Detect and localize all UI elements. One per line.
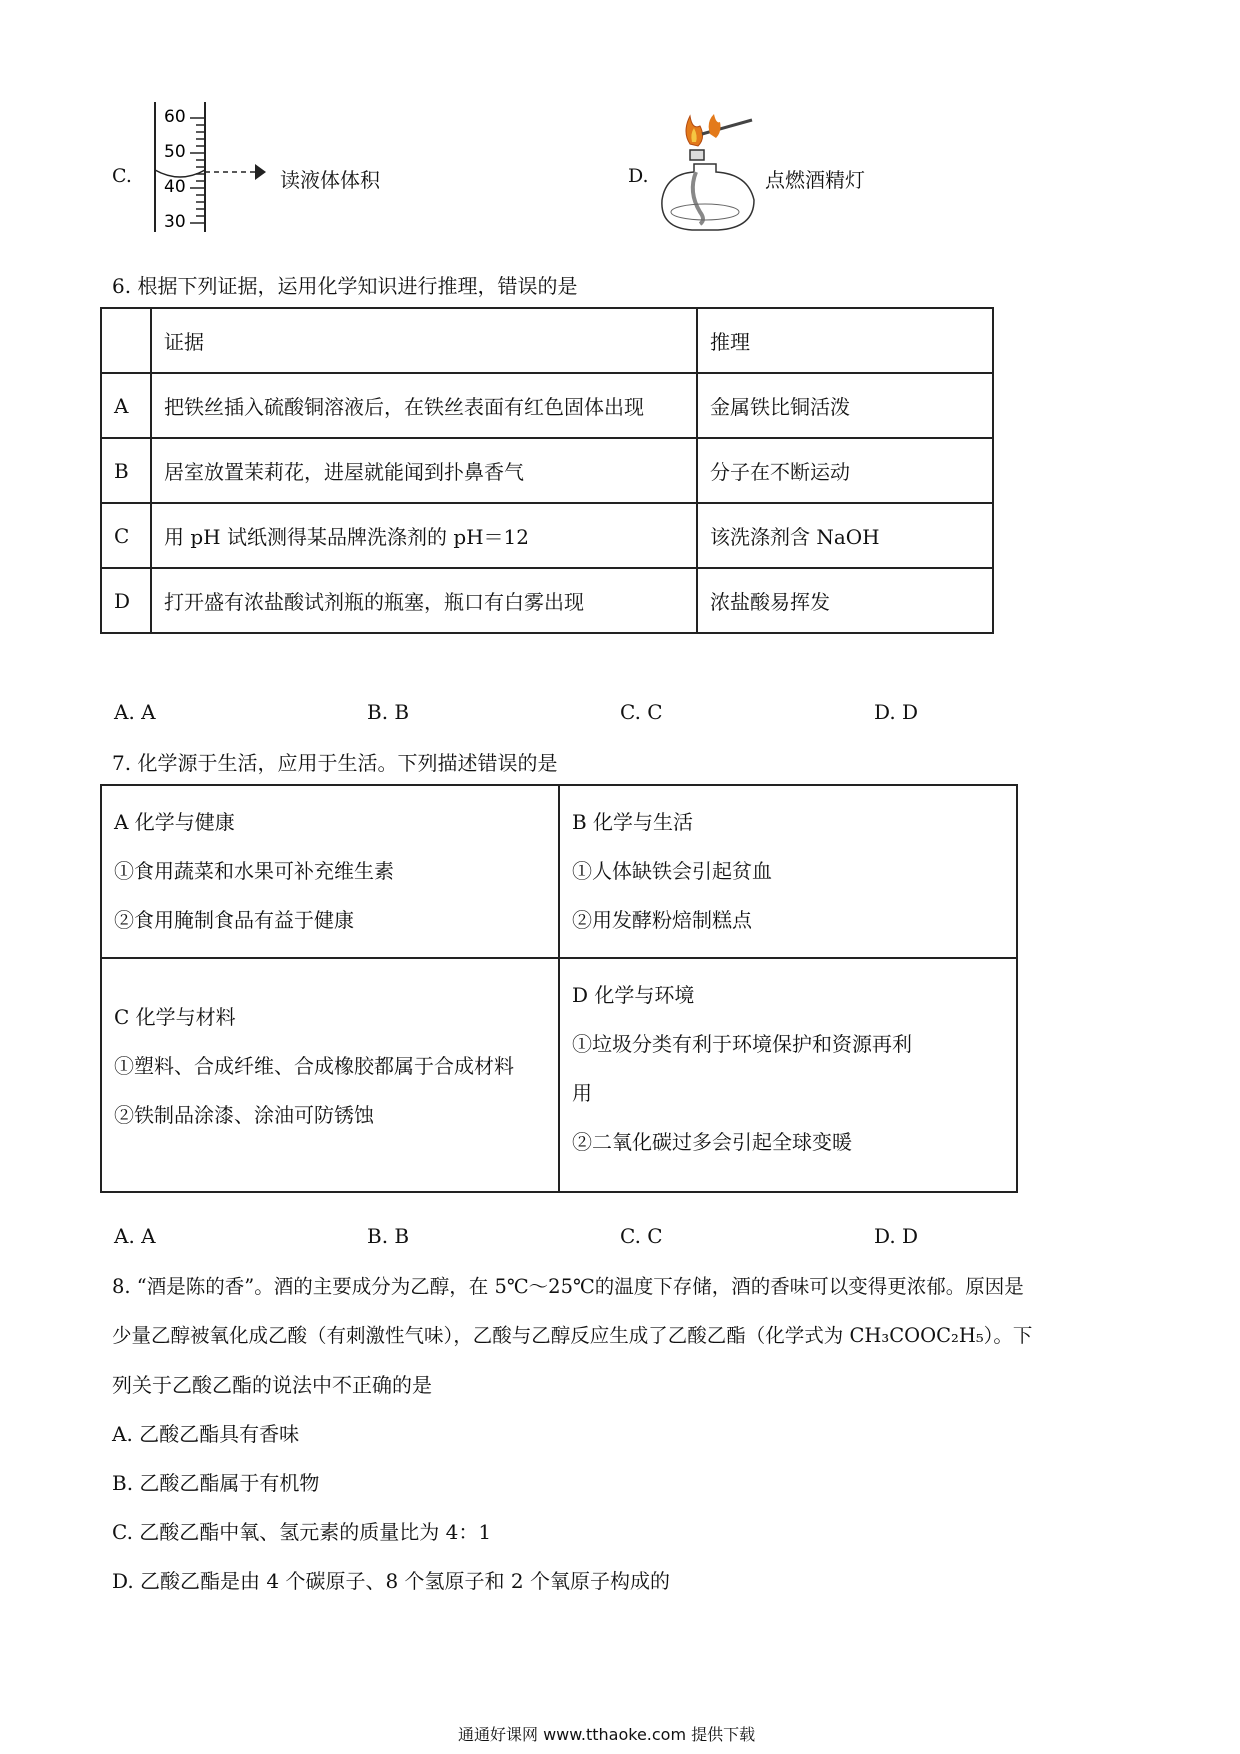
page-footer: 通通好课网 www.tthaoke.com 提供下载 xyxy=(458,1725,756,1744)
table-header-inference: 推理 xyxy=(697,308,993,373)
q8-option-d: D. 乙酸乙酯是由 4 个碳原子、8 个氢原子和 2 个氧原子构成的 xyxy=(112,1569,670,1593)
q6-choice-d: D. D xyxy=(874,700,919,724)
row-inference: 分子在不断运动 xyxy=(697,438,993,503)
row-label: B xyxy=(101,438,151,503)
q7-cell-c xyxy=(101,958,559,1192)
cell-line: ①垃圾分类有利于环境保护和资源再利 xyxy=(572,1032,912,1056)
table-header-evidence: 证据 xyxy=(151,308,697,373)
q6-choice-b: B. B xyxy=(367,700,410,724)
table-row xyxy=(101,785,1017,958)
cell-line: ②食用腌制食品有益于健康 xyxy=(114,908,354,932)
q7-table xyxy=(100,784,1018,1193)
table-row xyxy=(101,503,993,568)
q7-stem: 7. 化学源于生活，应用于生活。下列描述错误的是 xyxy=(112,751,558,775)
q8-stem-line1: 8. “酒是陈的香”。酒的主要成分为乙醇，在 5℃～25℃的温度下存储，酒的香味可以变得更浓郁。原因是 xyxy=(112,1275,1024,1298)
table-cell xyxy=(101,308,151,373)
table-row xyxy=(101,568,993,633)
q6-choice-c: C. C xyxy=(620,700,663,724)
cell-title: C 化学与材料 xyxy=(114,1005,236,1029)
cell-title: D 化学与环境 xyxy=(572,983,695,1007)
q8-stem-line2: 少量乙醇被氧化成乙酸（有刺激性气味），乙酸与乙醇反应生成了乙酸乙酯（化学式为 CH₃COOC₂H₅）。下 xyxy=(112,1324,1033,1347)
q8-option-c: C. 乙酸乙酯中氧、氢元素的质量比为 4：1 xyxy=(112,1520,492,1544)
table-row xyxy=(101,958,1017,1192)
scale-label-40: 40 xyxy=(164,177,186,197)
cell-title: B 化学与生活 xyxy=(572,810,694,834)
q6-table xyxy=(100,307,994,634)
q7-choice-c: C. C xyxy=(620,1224,663,1248)
q7-choice-b: B. B xyxy=(367,1224,410,1248)
cell-line: 用 xyxy=(572,1081,592,1105)
row-label: D xyxy=(101,568,151,633)
option-d-letter: D. xyxy=(628,165,649,187)
q7-cell-a xyxy=(101,785,559,958)
option-c-caption: 读液体体积 xyxy=(280,168,380,192)
q6-choice-a: A. A xyxy=(114,700,156,724)
scale-label-30: 30 xyxy=(164,212,186,232)
q6-stem: 6. 根据下列证据，运用化学知识进行推理，错误的是 xyxy=(112,274,578,298)
cell-line: ①塑料、合成纤维、合成橡胶都属于合成材料 xyxy=(114,1054,514,1078)
row-label: A xyxy=(101,373,151,438)
cell-line: ①食用蔬菜和水果可补充维生素 xyxy=(114,859,394,883)
alcohol-lamp-figure xyxy=(660,112,760,242)
row-inference: 金属铁比铜活泼 xyxy=(697,373,993,438)
option-d-caption: 点燃酒精灯 xyxy=(765,168,865,192)
table-row xyxy=(101,308,993,373)
row-inference: 该洗涤剂含 NaOH xyxy=(697,503,993,568)
cell-line: ②用发酵粉焙制糕点 xyxy=(572,908,752,932)
cell-line: ②铁制品涂漆、涂油可防锈蚀 xyxy=(114,1103,374,1127)
row-inference: 浓盐酸易挥发 xyxy=(697,568,993,633)
table-row xyxy=(101,438,993,503)
row-evidence: 把铁丝插入硫酸铜溶液后，在铁丝表面有红色固体出现 xyxy=(151,373,697,438)
q7-choice-d: D. D xyxy=(874,1224,919,1248)
row-evidence: 居室放置茉莉花，进屋就能闻到扑鼻香气 xyxy=(151,438,697,503)
q8-option-b: B. 乙酸乙酯属于有机物 xyxy=(112,1471,320,1495)
scale-label-50: 50 xyxy=(164,142,186,162)
row-evidence: 用 pH 试纸测得某品牌洗涤剂的 pH＝12 xyxy=(151,503,697,568)
q7-cell-d xyxy=(559,958,1017,1192)
q8-option-a: A. 乙酸乙酯具有香味 xyxy=(112,1422,300,1446)
q7-cell-b xyxy=(559,785,1017,958)
option-c-letter: C. xyxy=(112,165,132,187)
table-row xyxy=(101,373,993,438)
graduated-cylinder-figure xyxy=(150,100,270,235)
q8-stem-line3: 列关于乙酸乙酯的说法中不正确的是 xyxy=(112,1373,432,1397)
q7-choice-a: A. A xyxy=(114,1224,156,1248)
row-label: C xyxy=(101,503,151,568)
cell-line: ①人体缺铁会引起贫血 xyxy=(572,859,772,883)
cell-title: A 化学与健康 xyxy=(114,810,235,834)
cell-line: ②二氧化碳过多会引起全球变暖 xyxy=(572,1130,852,1154)
scale-label-60: 60 xyxy=(164,107,186,127)
row-evidence: 打开盛有浓盐酸试剂瓶的瓶塞，瓶口有白雾出现 xyxy=(151,568,697,633)
